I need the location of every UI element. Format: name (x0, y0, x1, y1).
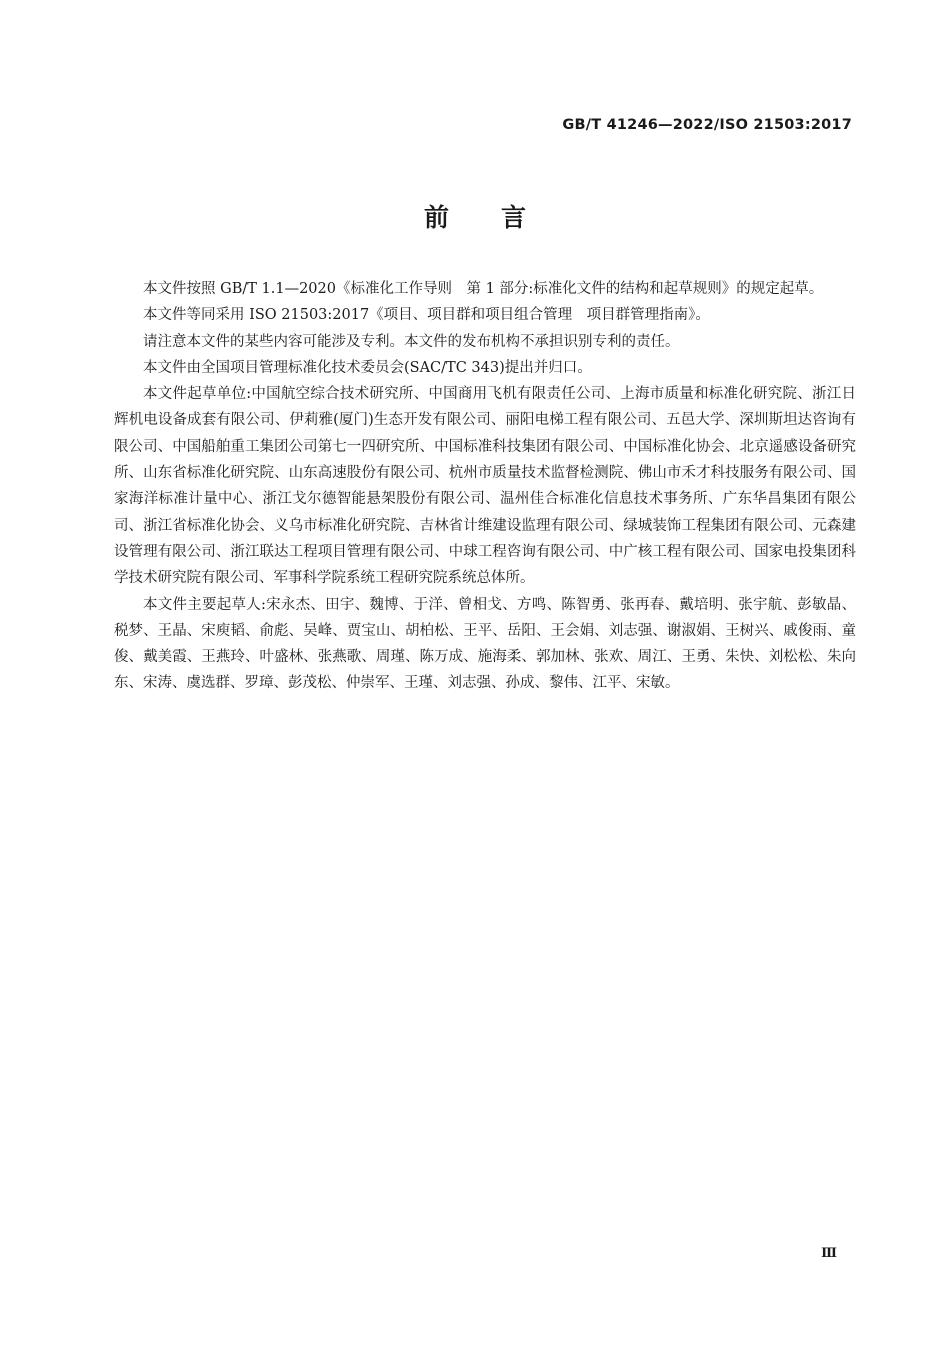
paragraph-patent-notice: 请注意本文件的某些内容可能涉及专利。本文件的发布机构不承担识别专利的责任。 (143, 333, 680, 350)
foreword-body (114, 276, 856, 697)
page-number: Ⅲ (821, 1246, 837, 1261)
paragraph-drafting-rules: 本文件按照 GB/T 1.1—2020《标准化工作导则 第 1 部分:标准化文件的结构和起草规则》的规定起草。 (143, 281, 824, 297)
paragraph-drafters: 本文件主要起草人:宋永杰、田宇、魏博、于洋、曾相戈、方鸣、陈智勇、张再春、戴培明、张宇航、彭敏晶、税梦、王晶、宋庾韬、俞彪、吴峰、贾宝山、胡柏松、王平、岳阳、王会娟、刘志强、谢淑娟、王树兴、戚俊雨、童俊、戴美霞、王燕玲、叶盛林、张燕歌、周瑾、陈万成、施海柔、郭加林、张欢、周江、王勇、朱快、刘松松、朱向东、宋涛、虞选群、罗璋、彭茂松、仲崇军、王瑾、刘志强、孙成、黎伟、江平、宋敏。 (114, 596, 856, 692)
page-title: 前言 (423, 203, 578, 232)
paragraph-proposer: 本文件由全国项目管理标准化技术委员会(SAC/TC 343)提出并归口。 (143, 359, 592, 376)
paragraph-adoption: 本文件等同采用 ISO 21503:2017《项目、项目群和项目组合管理 项目群管理指南》。 (143, 307, 710, 324)
standard-code: GB/T 41246—2022/ISO 21503:2017 (562, 117, 852, 133)
paragraph-drafting-units: 本文件起草单位:中国航空综合技术研究所、中国商用飞机有限责任公司、上海市质量和标准化研究院、浙江日辉机电设备成套有限公司、伊莉雅(厦门)生态开发有限公司、丽阳电梯工程有限公司、五邑大学、深圳斯坦达咨询有限公司、中国船舶重工集团公司第七一四研究所、中国标准科技集团有限公司、中国标准化协会、北京遥感设备研究所、山东省标准化研究院、山东高速股份有限公司、杭州市质量技术监督检测院、佛山市禾才科技服务有限公司、国家海洋标准计量中心、浙江戈尔德智能悬架股份有限公司、温州佳合标准化信息技术事务所、广东华昌集团有限公司、浙江省标准化协会、义乌市标准化研究院、吉林省计维建设监理有限公司、绿城装饰工程集团有限公司、元森建设管理有限公司、浙江联达工程项目管理有限公司、中球工程咨询有限公司、中广核工程有限公司、国家电投集团科学技术研究院有限公司、军事科学院系统工程研究院系统总体所。 (114, 386, 856, 587)
